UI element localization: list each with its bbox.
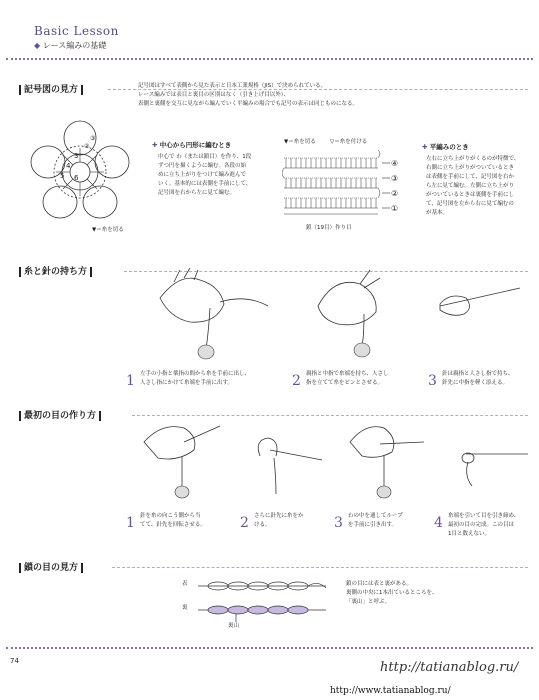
- yarn-ball: [354, 343, 370, 357]
- motif-num-4: 4: [66, 162, 71, 170]
- subtitle-text: レース編みの基礎: [42, 41, 107, 50]
- flat-text: [426, 155, 519, 218]
- step-text: 糸端を引いて目を引き締め、: [448, 513, 520, 519]
- step-text: 針先に中指を軽く添える。: [442, 380, 509, 386]
- step-number: 3: [428, 373, 437, 389]
- round-text: [158, 153, 251, 198]
- step-number: 2: [292, 373, 301, 389]
- title-bar-right: [81, 563, 83, 573]
- title-bar-left: [19, 267, 21, 277]
- chain-foundation-label: 鎖（19目）作り目: [306, 225, 352, 231]
- step-text: 親指と中指で糸端を持ち、人さし: [306, 371, 389, 377]
- first-stitch-step-3: [334, 512, 403, 531]
- motif-num-5: 5: [60, 172, 65, 180]
- first-stitch-step-4: [434, 512, 520, 537]
- step-text: 1目と数えない。: [448, 531, 490, 537]
- section-title-symbols: [16, 82, 86, 95]
- legend-cut: ▼＝糸を切る: [284, 139, 316, 145]
- first-stitch-illustration-2: [240, 420, 324, 500]
- intro-line: 記号図はすべて表側から見た表示と日本工業規格（JIS）で決められている。: [138, 83, 327, 89]
- ridge-label: 裏山: [228, 623, 240, 629]
- round-line: ずつ円を描くように編む。各段の始: [158, 163, 247, 169]
- round-line: 記号図を右から左に見て編む。: [158, 190, 236, 196]
- motif-round-3: ③: [90, 135, 96, 142]
- yarn-ball: [198, 345, 214, 359]
- round-line: いく。基本的には表側を手前にして、: [158, 181, 252, 187]
- flat-heading-text: 平編みのとき: [429, 143, 469, 151]
- step-text: 人さし指にかけて糸端を手前に出す。: [140, 380, 234, 386]
- first-stitch-illustration-4: [446, 432, 530, 492]
- cross-icon: ✚: [152, 141, 160, 149]
- lesson-title: Basic Lesson: [34, 24, 119, 38]
- section-title-text: 鎖の目の見方: [24, 563, 79, 573]
- step-text: わの中を通してループ: [348, 513, 403, 519]
- chain-line: 「裏山」と呼ぶ。: [346, 599, 391, 605]
- first-stitch-step-1: [126, 512, 206, 531]
- intro-line: レース編みでは表目と裏目の区別はなく（引き上げ目以外）、: [138, 92, 289, 98]
- section-title-text: 最初の目の作り方: [24, 411, 97, 421]
- blog-url[interactable]: http://tatianablog.ru/: [380, 660, 519, 675]
- section-title-chain: [16, 560, 86, 573]
- hand-illustration-2: [304, 266, 414, 362]
- lesson-subtitle: [34, 40, 106, 51]
- step-number: 1: [126, 373, 135, 389]
- flat-line: 左右に立ち上がりがくるのが特徴で、: [426, 156, 520, 162]
- title-bar-right: [99, 411, 101, 421]
- step-number: 4: [434, 515, 443, 531]
- legend-attach: ▽＝糸を付ける: [330, 139, 368, 145]
- first-stitch-illustration-3: [340, 412, 424, 504]
- front-label: 表: [182, 581, 188, 587]
- motif-num-6: 6: [74, 174, 79, 182]
- motif-num-3: 3: [74, 152, 79, 160]
- chain-line: 裏側の中央に1本出ているところを、: [346, 590, 438, 596]
- first-stitch-step-2: [240, 512, 304, 531]
- step-text: てて、針先を回転させる。: [140, 522, 206, 528]
- step-text: 左手の小指と薬指の間から糸を手前に出し、: [140, 371, 251, 377]
- flat-line: がついているときは裏側を手前にし: [426, 192, 515, 198]
- holding-step-2: [292, 370, 389, 389]
- petal-ring: [31, 121, 129, 218]
- title-bar-left: [19, 563, 21, 573]
- section-divider: [112, 567, 528, 568]
- back-label: 裏: [182, 605, 188, 611]
- round-line: めに立ち上がりをつけて編み進んで: [158, 172, 247, 178]
- hook-illustration: [430, 280, 526, 340]
- row-marker-3: ③: [391, 174, 399, 183]
- section-title-holding: [16, 264, 95, 277]
- section-title-first-stitch: [16, 408, 104, 421]
- yarn-ball: [377, 486, 391, 498]
- flat-line: が基本。: [426, 210, 449, 216]
- step-text: さらに針先に糸をか: [254, 513, 304, 519]
- flat-line: 右側に立ち上がりがついているとき: [426, 165, 515, 171]
- step-text: 最初の目の完成。この目は: [448, 522, 515, 528]
- motif-diagram: [26, 118, 134, 226]
- section-title-text: 記号図の見方: [24, 85, 79, 95]
- header-divider: [6, 58, 533, 60]
- step-number: 2: [240, 515, 249, 531]
- diamond-icon: ◆: [34, 41, 43, 50]
- hand-illustration-1: [150, 268, 280, 364]
- holding-step-1: [126, 370, 251, 389]
- step-text: ける。: [254, 522, 271, 528]
- step-text: 針を糸の向こう側から当: [140, 513, 201, 519]
- step-text: を手前に引き出す。: [348, 522, 398, 528]
- first-stitch-illustration-1: [138, 412, 222, 504]
- flat-heading: [422, 142, 469, 151]
- chain-illustration: [196, 576, 332, 630]
- row-marker-4: ④: [391, 159, 399, 168]
- watermark-url: http://www.tatianablog.ru/: [330, 686, 451, 696]
- chain-line: 鎖の目には表と裏がある。: [346, 581, 413, 587]
- footer-divider: [6, 647, 533, 649]
- flat-line: は表側を手前にして、記号図を右か: [426, 174, 514, 180]
- page-number: 74: [10, 657, 19, 665]
- step-text: 指を立てて糸をピンとさせる。: [306, 380, 384, 386]
- flat-chart: [282, 150, 406, 226]
- row-marker-2: ②: [391, 189, 399, 198]
- title-bar-left: [19, 411, 21, 421]
- step-text: 針は親指と人さし指で持ち、: [442, 371, 514, 377]
- motif-cut-legend: ▼＝糸を切る: [92, 227, 124, 233]
- motif-round-2: ②: [84, 143, 90, 150]
- round-heading-text: 中心から円形に編むとき: [159, 141, 232, 149]
- section-title-text: 糸と針の持ち方: [24, 267, 88, 277]
- title-bar-right: [90, 267, 92, 277]
- title-bar-left: [19, 85, 21, 95]
- symbols-intro: [138, 82, 358, 109]
- row-marker-1: ①: [391, 204, 399, 213]
- flat-line: て、記号図を左から右に見て編むの: [426, 201, 514, 207]
- holding-step-3: [428, 370, 514, 389]
- intro-line: 表側と裏側を交互に見ながら編んでいく平編みの場合でも記号の表示は同じものになる。: [138, 101, 359, 107]
- round-heading: [152, 140, 231, 149]
- round-line: 中心で わ（または鎖目）を作り、1段: [158, 154, 252, 160]
- chain-text: [346, 580, 438, 607]
- title-bar-right: [81, 85, 83, 95]
- step-number: 1: [126, 515, 135, 531]
- cross-icon: ✚: [422, 143, 430, 151]
- step-number: 3: [334, 515, 343, 531]
- yarn-ball: [175, 486, 189, 498]
- flat-line: ら左に見て編む。左側に立ち上がり: [426, 183, 515, 189]
